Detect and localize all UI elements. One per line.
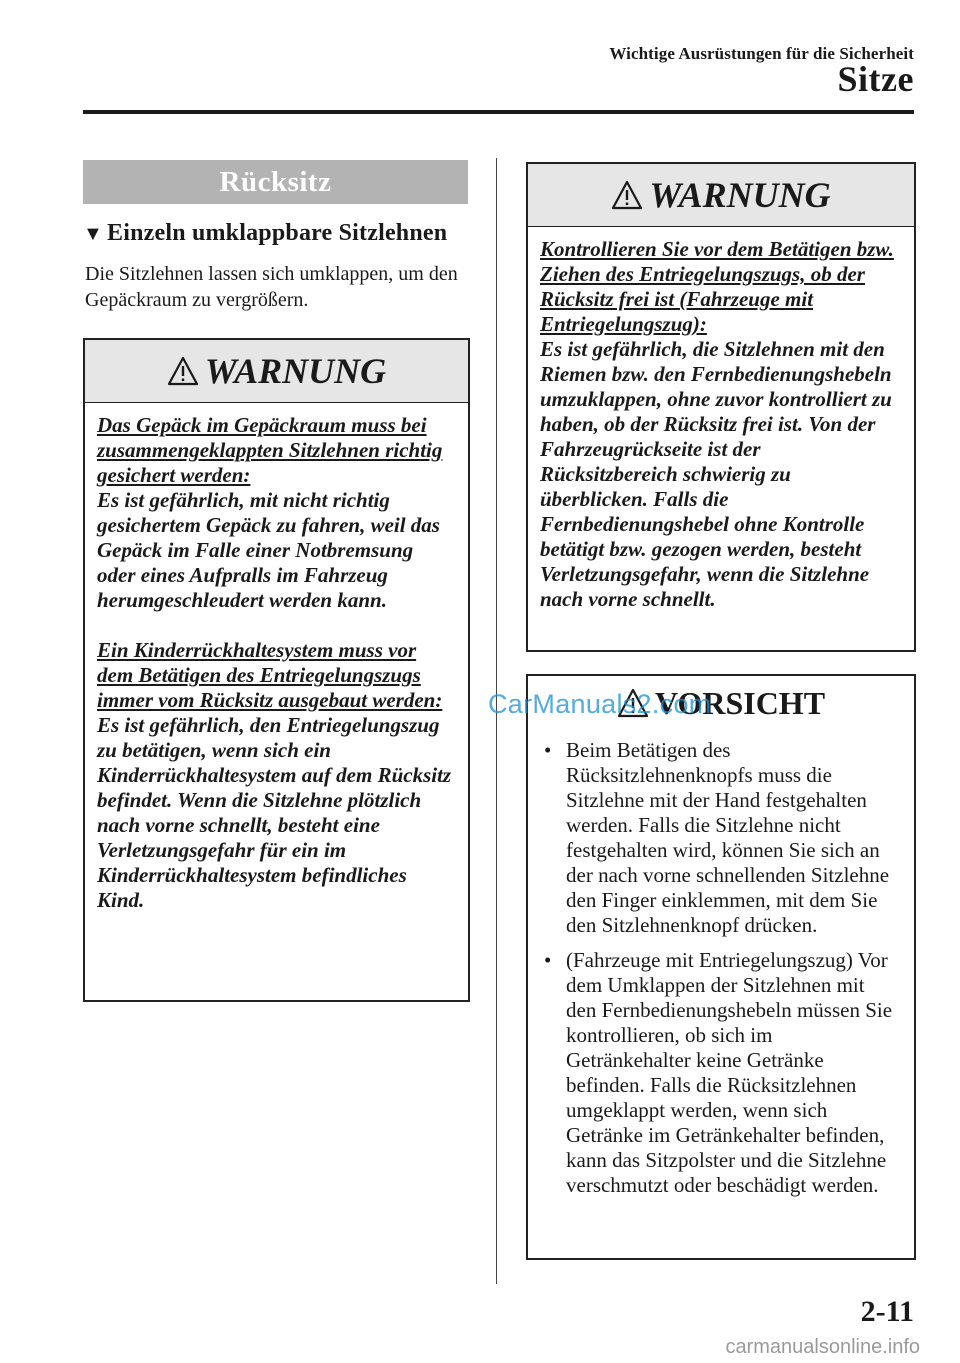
warning-item-lead: Das Gepäck im Gepäckraum muss bei zusammengeklappten Sitzlehnen richtig gesichert werden: <box>97 413 443 487</box>
header-divider <box>83 110 914 114</box>
warning-item-lead: Kontrollieren Sie vor dem Betätigen bzw. Ziehen des Entriegelungszugs, ob der Rücksitz frei ist (Fahrzeuge mit Entriegelungszug): <box>540 237 894 336</box>
caution-item-text: (Fahrzeuge mit Entriegelungszug) Vor dem Umklappen der Sitzlehnen mit den Fernbedienungshebeln müssen Sie kontrollieren, ob sich im Getränkehalter keine Getränke befinden. Falls die Rücksitzlehnen umgeklappt werden, wenn sich Getränke im Getränkehalter befinden, kann das Sitzpolster und die Sitzlehne verschmutzt oder beschädigt werden. <box>566 948 893 1197</box>
warning-item-text: Es ist gefährlich, den Entriegelungszug zu betätigen, wenn sich ein Kinderrückhaltesystem auf dem Rücksitz befindet. Wenn die Sitzlehne plötzlich nach vorne schnellt, besteht eine Verletzungsgefahr für ein im Kinderrückhaltesystem befindliches Kind. <box>97 713 452 912</box>
section-banner: Rücksitz <box>83 160 468 204</box>
warning-body <box>85 403 468 927</box>
warning-triangle-icon <box>167 356 199 386</box>
footer-watermark: carmanualsonline.info <box>725 1336 920 1358</box>
list-item <box>540 738 900 938</box>
list-item <box>540 948 900 1198</box>
warning-box-left <box>83 338 470 1002</box>
triangle-down-icon: ▼ <box>83 223 103 245</box>
warning-item-lead: Ein Kinderrückhaltesystem muss vor dem Betätigen des Entriegelungszugs immer vom Rücksitz ausgebaut werden: <box>97 638 443 712</box>
chapter-title: Wichtige Ausrüstungen für die Sicherheit <box>609 44 914 63</box>
warning-box-right <box>526 162 916 652</box>
page-title: Sitze <box>837 59 914 99</box>
bullet-icon: • <box>544 948 552 972</box>
column-divider <box>496 158 497 1284</box>
warning-body <box>528 227 914 626</box>
caution-item-text: Beim Betätigen des Rücksitzlehnenknopfs muss die Sitzlehne mit der Hand festgehalten werden. Falls die Sitzlehne nicht festgehalten wird, können Sie sich an der nach vorne schnellenden Sitzlehne den Finger einklemmen, mit dem Sie den Sitzlehnenknopf drücken. <box>566 738 890 937</box>
caution-list <box>528 730 914 1218</box>
warning-item-text: Es ist gefährlich, mit nicht richtig gesichertem Gepäck zu fahren, weil das Gepäck im Falle einer Notbremsung oder eines Aufpralls im Fahrzeug herumgeschleudert werden kann. <box>97 488 440 612</box>
subsection-heading <box>83 220 447 247</box>
warning-header <box>85 340 468 403</box>
caution-title: VORSICHT <box>654 684 826 721</box>
bullet-icon: • <box>544 738 552 762</box>
warning-title: WARNUNG <box>649 175 831 215</box>
intro-paragraph: Die Sitzlehnen lassen sich umklappen, um den Gepäckraum zu vergrößern. <box>85 263 458 311</box>
page-number: 2-11 <box>860 1295 914 1328</box>
warning-title: WARNUNG <box>204 351 387 391</box>
warning-header <box>528 164 914 227</box>
warning-item-text: Es ist gefährlich, die Sitzlehnen mit den Riemen bzw. den Fernbedienungshebeln umzuklappen, ohne zuvor kontrolliert zu haben, ob der Rücksitz frei ist. Von der Fahrzeugrückseite ist der Rücksitzbereich schwierig zu überblicken. Falls die Fernbedienungshebel ohne Kontrolle betätigt bzw. gezogen werden, besteht Verletzungsgefahr, wenn die Sitzlehne nach vorne schnellt. <box>540 337 892 611</box>
subsection-heading-text: Einzeln umklappbare Sitzlehnen <box>107 220 448 246</box>
watermark: CarManuals2.com <box>488 689 712 719</box>
warning-triangle-icon <box>611 180 643 210</box>
caution-box <box>526 674 916 1260</box>
